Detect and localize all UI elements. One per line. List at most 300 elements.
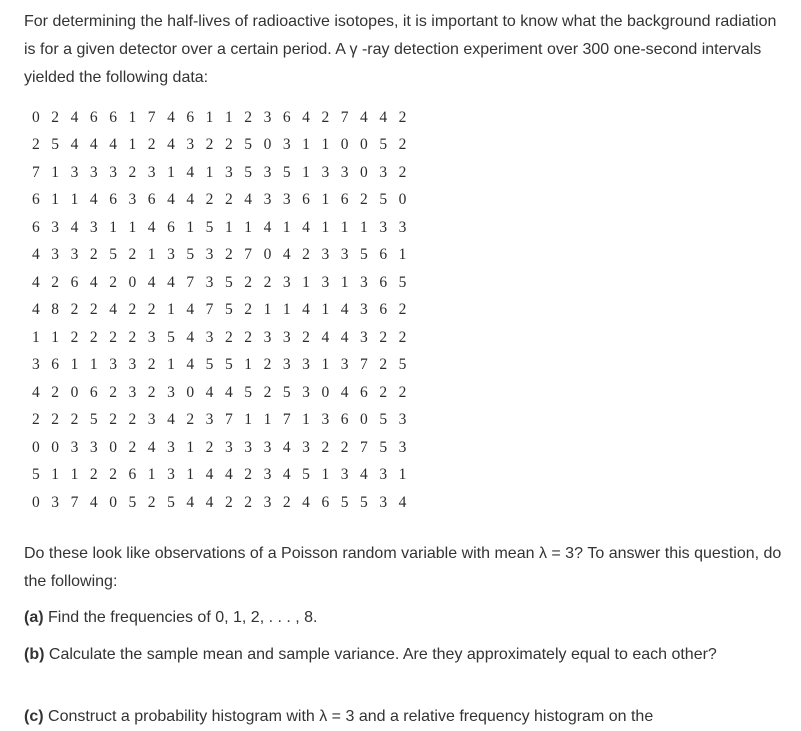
data-cell: 7 — [340, 108, 349, 126]
data-cell: 5 — [186, 246, 195, 264]
data-cell: 1 — [321, 218, 330, 236]
data-cell: 4 — [147, 273, 156, 291]
data-cell: 3 — [263, 466, 272, 484]
data-cell: 1 — [128, 108, 137, 126]
data-cell: 4 — [147, 438, 156, 456]
data-cell: 2 — [244, 108, 253, 126]
data-cell: 0 — [32, 108, 40, 126]
data-cell: 3 — [263, 108, 272, 126]
data-cell: 2 — [128, 438, 137, 456]
data-cell: 6 — [167, 218, 175, 236]
data-cell: 3 — [205, 246, 214, 264]
data-cell: 6 — [340, 411, 349, 429]
data-cell: 3 — [321, 246, 330, 264]
data-cell: 2 — [205, 191, 214, 209]
data-cell: 7 — [205, 301, 214, 319]
data-cell: 1 — [340, 218, 349, 236]
data-cell: 7 — [186, 273, 195, 291]
data-cell: 5 — [360, 493, 368, 511]
data-cell: 3 — [360, 328, 368, 346]
data-cell: 3 — [398, 438, 407, 456]
data-cell: 7 — [70, 493, 79, 511]
data-cell: 2 — [51, 411, 60, 429]
data-cell: 2 — [398, 108, 407, 126]
data-cell: 2 — [224, 493, 233, 511]
data-cell: 1 — [32, 328, 40, 346]
data-cell: 2 — [128, 328, 137, 346]
data-cell: 5 — [224, 301, 233, 319]
data-cell: 1 — [282, 218, 291, 236]
data-cell: 4 — [167, 108, 175, 126]
data-cell: 1 — [167, 301, 175, 319]
data-cell: 1 — [186, 438, 195, 456]
data-cell: 4 — [205, 383, 214, 401]
data-cell: 4 — [109, 301, 117, 319]
data-row — [32, 159, 418, 187]
data-cell: 2 — [340, 438, 349, 456]
part-a-label: (a) — [24, 609, 44, 626]
data-cell: 4 — [167, 411, 175, 429]
data-cell: 1 — [302, 411, 310, 429]
data-cell: 4 — [321, 328, 330, 346]
data-cell: 2 — [379, 356, 388, 374]
data-row — [32, 352, 418, 380]
data-cell: 2 — [244, 273, 253, 291]
data-cell: 2 — [224, 191, 233, 209]
data-cell: 7 — [244, 246, 253, 264]
data-cell: 4 — [340, 301, 349, 319]
data-cell: 2 — [224, 246, 233, 264]
data-cell: 6 — [109, 191, 117, 209]
data-cell: 1 — [321, 356, 330, 374]
data-cell: 3 — [186, 136, 195, 154]
data-cell: 7 — [282, 411, 291, 429]
data-cell: 2 — [224, 136, 233, 154]
data-cell: 3 — [379, 218, 388, 236]
data-cell: 6 — [109, 108, 117, 126]
data-cell: 5 — [360, 246, 368, 264]
data-cell: 3 — [128, 356, 137, 374]
data-cell: 4 — [224, 466, 233, 484]
data-cell: 2 — [128, 163, 137, 181]
data-cell: 0 — [360, 411, 368, 429]
data-cell: 5 — [398, 356, 407, 374]
data-cell: 4 — [167, 191, 175, 209]
data-cell: 5 — [302, 466, 310, 484]
data-row — [32, 462, 418, 490]
data-cell: 4 — [147, 218, 156, 236]
data-cell: 3 — [282, 273, 291, 291]
data-cell: 2 — [205, 438, 214, 456]
data-cell: 6 — [32, 191, 40, 209]
data-cell: 2 — [398, 328, 407, 346]
data-cell: 5 — [379, 191, 388, 209]
data-cell: 3 — [360, 273, 368, 291]
data-cell: 2 — [32, 136, 40, 154]
data-cell: 3 — [128, 191, 137, 209]
data-cell: 4 — [186, 301, 195, 319]
data-cell: 3 — [224, 163, 233, 181]
data-cell: 1 — [109, 218, 117, 236]
data-cell: 4 — [32, 273, 40, 291]
data-cell: 3 — [340, 246, 349, 264]
data-cell: 4 — [282, 246, 291, 264]
data-cell: 2 — [244, 493, 253, 511]
data-cell: 0 — [263, 136, 272, 154]
data-cell: 3 — [224, 438, 233, 456]
data-cell: 3 — [340, 163, 349, 181]
data-cell: 1 — [51, 328, 60, 346]
data-cell: 3 — [109, 356, 117, 374]
data-cell: 3 — [128, 383, 137, 401]
data-cell: 0 — [32, 493, 40, 511]
data-cell: 3 — [89, 218, 98, 236]
data-cell: 7 — [147, 108, 156, 126]
data-cell: 0 — [263, 246, 272, 264]
data-cell: 6 — [379, 301, 388, 319]
part-c-text: Construct a probability histogram with λ = 3 and a relative frequency histogram on the — [43, 708, 654, 725]
part-b — [24, 641, 784, 669]
data-cell: 2 — [109, 466, 117, 484]
data-cell: 1 — [224, 108, 233, 126]
data-cell: 4 — [89, 493, 98, 511]
data-cell: 3 — [360, 301, 368, 319]
data-cell: 5 — [340, 493, 349, 511]
data-cell: 2 — [128, 411, 137, 429]
data-cell: 3 — [398, 218, 407, 236]
data-cell: 6 — [147, 191, 156, 209]
data-cell: 2 — [321, 438, 330, 456]
data-cell: 2 — [147, 383, 156, 401]
data-cell: 2 — [128, 246, 137, 264]
data-cell: 3 — [244, 438, 253, 456]
data-cell: 4 — [398, 493, 407, 511]
data-cell: 2 — [244, 328, 253, 346]
data-cell: 3 — [340, 356, 349, 374]
data-cell: 4 — [70, 218, 79, 236]
data-cell: 1 — [360, 218, 368, 236]
data-cell: 4 — [109, 136, 117, 154]
data-cell: 4 — [224, 383, 233, 401]
data-cell: 0 — [109, 493, 117, 511]
data-cell: 1 — [70, 191, 79, 209]
data-cell: 5 — [224, 273, 233, 291]
data-row — [32, 297, 418, 325]
data-cell: 4 — [302, 218, 310, 236]
data-cell: 3 — [32, 356, 40, 374]
data-cell: 1 — [282, 301, 291, 319]
data-cell: 6 — [321, 493, 330, 511]
data-cell: 5 — [379, 411, 388, 429]
data-cell: 5 — [109, 246, 117, 264]
data-cell: 6 — [379, 273, 388, 291]
data-cell: 1 — [51, 163, 60, 181]
data-cell: 3 — [263, 438, 272, 456]
data-cell: 1 — [51, 191, 60, 209]
data-cell: 3 — [282, 136, 291, 154]
data-cell: 5 — [128, 493, 137, 511]
intro-paragraph: For determining the half-lives of radioactive isotopes, it is important to know what the background radiation is for a given detector over a certain period. A γ -ray detection experiment over 300 one-second intervals yielded the following data: — [24, 13, 777, 86]
part-b-label: (b) — [24, 646, 45, 663]
data-cell: 4 — [186, 328, 195, 346]
data-cell: 2 — [109, 411, 117, 429]
data-cell: 2 — [302, 246, 310, 264]
data-cell: 3 — [302, 356, 310, 374]
part-a — [24, 604, 784, 632]
data-cell: 4 — [186, 356, 195, 374]
data-cell: 6 — [282, 108, 291, 126]
data-cell: 4 — [205, 466, 214, 484]
data-cell: 2 — [205, 136, 214, 154]
data-cell: 2 — [109, 273, 117, 291]
data-cell: 0 — [70, 383, 79, 401]
data-cell: 2 — [379, 383, 388, 401]
data-cell: 2 — [109, 328, 117, 346]
data-cell: 3 — [263, 163, 272, 181]
data-cell: 2 — [263, 356, 272, 374]
data-cell: 2 — [89, 328, 98, 346]
data-row — [32, 324, 418, 352]
part-c-label: (c) — [24, 708, 44, 725]
data-cell: 0 — [360, 163, 368, 181]
data-cell: 1 — [89, 356, 98, 374]
data-cell: 5 — [244, 383, 253, 401]
data-cell: 4 — [205, 493, 214, 511]
data-cell: 2 — [321, 108, 330, 126]
data-cell: 3 — [51, 218, 60, 236]
data-cell: 6 — [70, 273, 79, 291]
data-cell: 8 — [51, 301, 60, 319]
data-cell: 1 — [167, 356, 175, 374]
data-cell: 0 — [109, 438, 117, 456]
data-row — [32, 489, 418, 517]
data-cell: 4 — [89, 273, 98, 291]
data-cell: 3 — [398, 411, 407, 429]
data-cell: 7 — [360, 356, 368, 374]
data-cell: 1 — [167, 163, 175, 181]
data-cell: 4 — [70, 108, 79, 126]
data-cell: 3 — [70, 438, 79, 456]
data-cell: 4 — [32, 383, 40, 401]
part-c — [24, 703, 784, 731]
data-cell: 1 — [147, 246, 156, 264]
data-cell: 4 — [302, 301, 310, 319]
data-cell: 0 — [186, 383, 195, 401]
data-cell: 1 — [321, 466, 330, 484]
data-cell: 3 — [302, 383, 310, 401]
data-cell: 2 — [186, 411, 195, 429]
data-cell: 4 — [360, 466, 368, 484]
data-cell: 2 — [398, 163, 407, 181]
data-cell: 1 — [128, 218, 137, 236]
data-cell: 3 — [89, 438, 98, 456]
data-cell: 5 — [282, 163, 291, 181]
data-cell: 1 — [186, 218, 195, 236]
data-cell: 3 — [321, 411, 330, 429]
data-cell: 1 — [51, 466, 60, 484]
data-cell: 4 — [340, 328, 349, 346]
data-cell: 3 — [147, 411, 156, 429]
data-cell: 3 — [263, 328, 272, 346]
data-cell: 6 — [32, 218, 40, 236]
data-cell: 2 — [263, 273, 272, 291]
data-cell: 4 — [32, 301, 40, 319]
data-cell: 4 — [167, 273, 175, 291]
data-cell: 5 — [205, 218, 214, 236]
data-row — [32, 407, 418, 435]
data-cell: 3 — [205, 328, 214, 346]
data-cell: 6 — [302, 191, 310, 209]
data-cell: 3 — [89, 163, 98, 181]
data-cell: 0 — [398, 191, 407, 209]
data-cell: 5 — [205, 356, 214, 374]
data-cell: 4 — [186, 191, 195, 209]
data-cell: 2 — [147, 136, 156, 154]
data-cell: 4 — [360, 108, 368, 126]
data-cell: 1 — [205, 163, 214, 181]
data-cell: 4 — [186, 163, 195, 181]
data-cell: 4 — [186, 493, 195, 511]
data-cell: 6 — [360, 383, 368, 401]
data-cell: 5 — [244, 163, 253, 181]
data-cell: 1 — [398, 466, 407, 484]
data-cell: 3 — [167, 466, 175, 484]
data-cell: 3 — [379, 163, 388, 181]
data-cell: 1 — [263, 301, 272, 319]
data-cell: 1 — [398, 246, 407, 264]
data-cell: 6 — [89, 383, 98, 401]
data-cell: 2 — [70, 411, 79, 429]
data-cell: 5 — [244, 136, 253, 154]
data-cell: 4 — [302, 493, 310, 511]
data-cell: 1 — [321, 136, 330, 154]
data-cell: 1 — [302, 163, 310, 181]
data-cell: 2 — [89, 246, 98, 264]
data-cell: 3 — [109, 163, 117, 181]
data-cell: 6 — [51, 356, 60, 374]
data-cell: 4 — [167, 136, 175, 154]
data-cell: 1 — [70, 466, 79, 484]
data-cell: 7 — [224, 411, 233, 429]
data-cell: 3 — [263, 191, 272, 209]
data-cell: 5 — [398, 273, 407, 291]
data-cell: 1 — [244, 218, 253, 236]
data-cell: 3 — [70, 246, 79, 264]
data-cell: 5 — [32, 466, 40, 484]
data-cell: 2 — [147, 301, 156, 319]
data-cell: 0 — [128, 273, 137, 291]
data-cell: 3 — [282, 356, 291, 374]
data-cell: 2 — [360, 191, 368, 209]
data-cell: 3 — [263, 493, 272, 511]
data-row — [32, 104, 418, 132]
data-cell: 4 — [302, 108, 310, 126]
data-cell: 2 — [398, 136, 407, 154]
data-cell: 4 — [282, 438, 291, 456]
data-cell: 4 — [89, 136, 98, 154]
data-cell: 3 — [379, 466, 388, 484]
data-row — [32, 132, 418, 160]
data-cell: 3 — [205, 273, 214, 291]
data-cell: 0 — [340, 136, 349, 154]
data-cell: 3 — [167, 246, 175, 264]
data-cell: 2 — [51, 108, 60, 126]
data-cell: 6 — [89, 108, 98, 126]
data-cell: 5 — [89, 411, 98, 429]
data-cell: 2 — [147, 356, 156, 374]
data-cell: 4 — [282, 466, 291, 484]
data-cell: 3 — [321, 273, 330, 291]
data-cell: 2 — [51, 273, 60, 291]
data-table — [32, 104, 418, 517]
data-cell: 2 — [51, 383, 60, 401]
data-cell: 2 — [32, 411, 40, 429]
data-cell: 2 — [89, 301, 98, 319]
data-cell: 2 — [70, 328, 79, 346]
data-cell: 4 — [70, 136, 79, 154]
data-cell: 4 — [379, 108, 388, 126]
data-cell: 7 — [32, 163, 40, 181]
data-cell: 6 — [186, 108, 195, 126]
data-cell: 1 — [302, 273, 310, 291]
data-cell: 1 — [147, 466, 156, 484]
data-cell: 6 — [379, 246, 388, 264]
data-cell: 2 — [147, 493, 156, 511]
data-cell: 5 — [282, 383, 291, 401]
data-cell: 5 — [224, 356, 233, 374]
data-cell: 2 — [89, 466, 98, 484]
part-a-text: Find the frequencies of 0, 1, 2, . . . , 8. — [43, 609, 318, 626]
data-cell: 3 — [70, 163, 79, 181]
data-cell: 3 — [205, 411, 214, 429]
data-row — [32, 379, 418, 407]
data-cell: 1 — [70, 356, 79, 374]
data-cell: 5 — [167, 328, 175, 346]
data-cell: 1 — [321, 301, 330, 319]
data-cell: 3 — [282, 328, 291, 346]
data-row — [32, 434, 418, 462]
data-cell: 1 — [244, 356, 253, 374]
data-cell: 1 — [302, 136, 310, 154]
data-row — [32, 269, 418, 297]
data-cell: 3 — [147, 163, 156, 181]
data-cell: 5 — [167, 493, 175, 511]
data-cell: 4 — [340, 383, 349, 401]
data-cell: 1 — [224, 218, 233, 236]
data-cell: 4 — [244, 191, 253, 209]
data-cell: 3 — [379, 493, 388, 511]
data-cell: 2 — [282, 493, 291, 511]
data-cell: 5 — [379, 438, 388, 456]
data-cell: 3 — [147, 328, 156, 346]
data-cell: 5 — [379, 136, 388, 154]
data-row — [32, 214, 418, 242]
data-cell: 2 — [244, 301, 253, 319]
data-cell: 4 — [32, 246, 40, 264]
question-paragraph: Do these look like observations of a Poisson random variable with mean λ = 3? To answer this question, do the following: — [24, 545, 782, 590]
data-cell: 0 — [321, 383, 330, 401]
data-cell: 2 — [70, 301, 79, 319]
data-cell: 2 — [109, 383, 117, 401]
data-cell: 1 — [340, 273, 349, 291]
data-cell: 2 — [263, 383, 272, 401]
data-cell: 3 — [51, 246, 60, 264]
data-cell: 3 — [321, 163, 330, 181]
data-cell: 7 — [360, 438, 368, 456]
data-cell: 2 — [379, 328, 388, 346]
data-cell: 3 — [302, 438, 310, 456]
data-cell: 3 — [167, 383, 175, 401]
